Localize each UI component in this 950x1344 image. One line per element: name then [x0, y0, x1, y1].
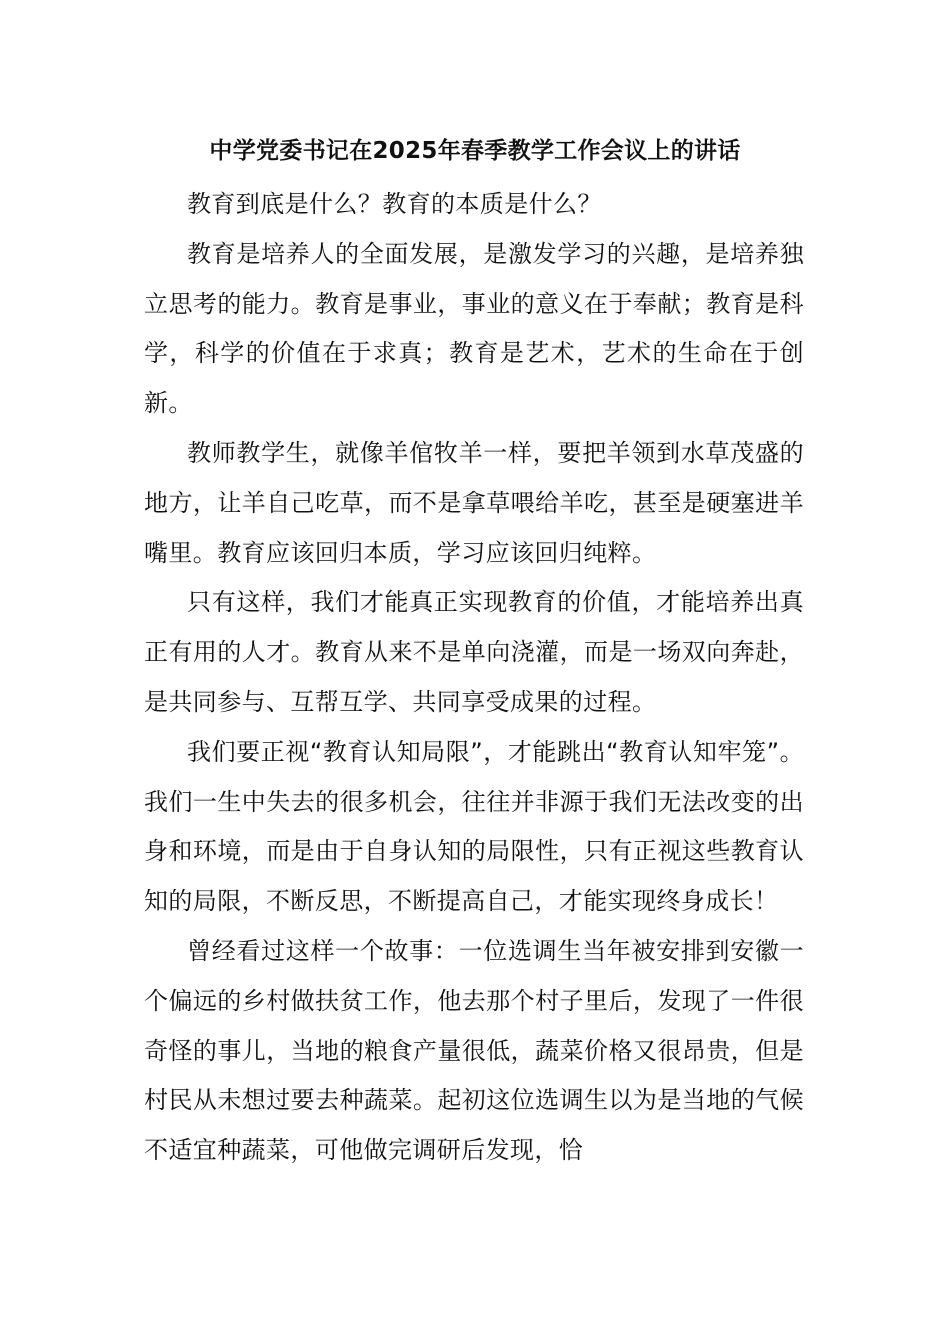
document-title: 中学党委书记在2025年春季教学工作会议上的讲话 — [209, 138, 741, 164]
paragraph-6: 曾经看过这样一个故事：一位选调生当年被安排到安徽一个偏远的乡村做扶贫工作，他去那个村子里后，发现了一件很奇怪的事儿，当地的粮食产量很低，蔬菜价格又很昂贵，但是村民从未想过要去种蔬菜。起初这位选调生以为是当地的气候不适宜种蔬菜，可他做完调研后发现，恰 — [144, 936, 804, 1165]
paragraph-2: 教育是培养人的全面发展，是激发学习的兴趣，是培养独立思考的能力。教育是事业，事业的意义在于奉献；教育是科学，科学的价值在于求真；教育是艺术，艺术的生命在于创新。 — [144, 239, 804, 418]
paragraph-4: 只有这样，我们才能真正实现教育的价值，才能培养出真正有用的人才。教育从来不是单向浇灌，而是一场双向奔赴，是共同参与、互帮互学、共同享受成果的过程。 — [144, 588, 804, 716]
document-body — [144, 180, 804, 1176]
paragraph-1: 教育到底是什么？教育的本质是什么？ — [187, 190, 602, 218]
paragraph-5: 我们要正视“教育认知局限”，才能跳出“教育认知牢笼”。我们一生中失去的很多机会，往往并非源于我们无法改变的出身和环境，而是由于自身认知的局限性，只有正视这些教育认知的局限，不断反思，不断提高自己，才能实现终身成长！ — [144, 737, 804, 916]
paragraph-3: 教师教学生，就像羊倌牧羊一样，要把羊领到水草茂盛的地方，让羊自己吃草，而不是拿草喂给羊吃，甚至是硬塞进羊嘴里。教育应该回归本质，学习应该回归纯粹。 — [144, 438, 804, 567]
